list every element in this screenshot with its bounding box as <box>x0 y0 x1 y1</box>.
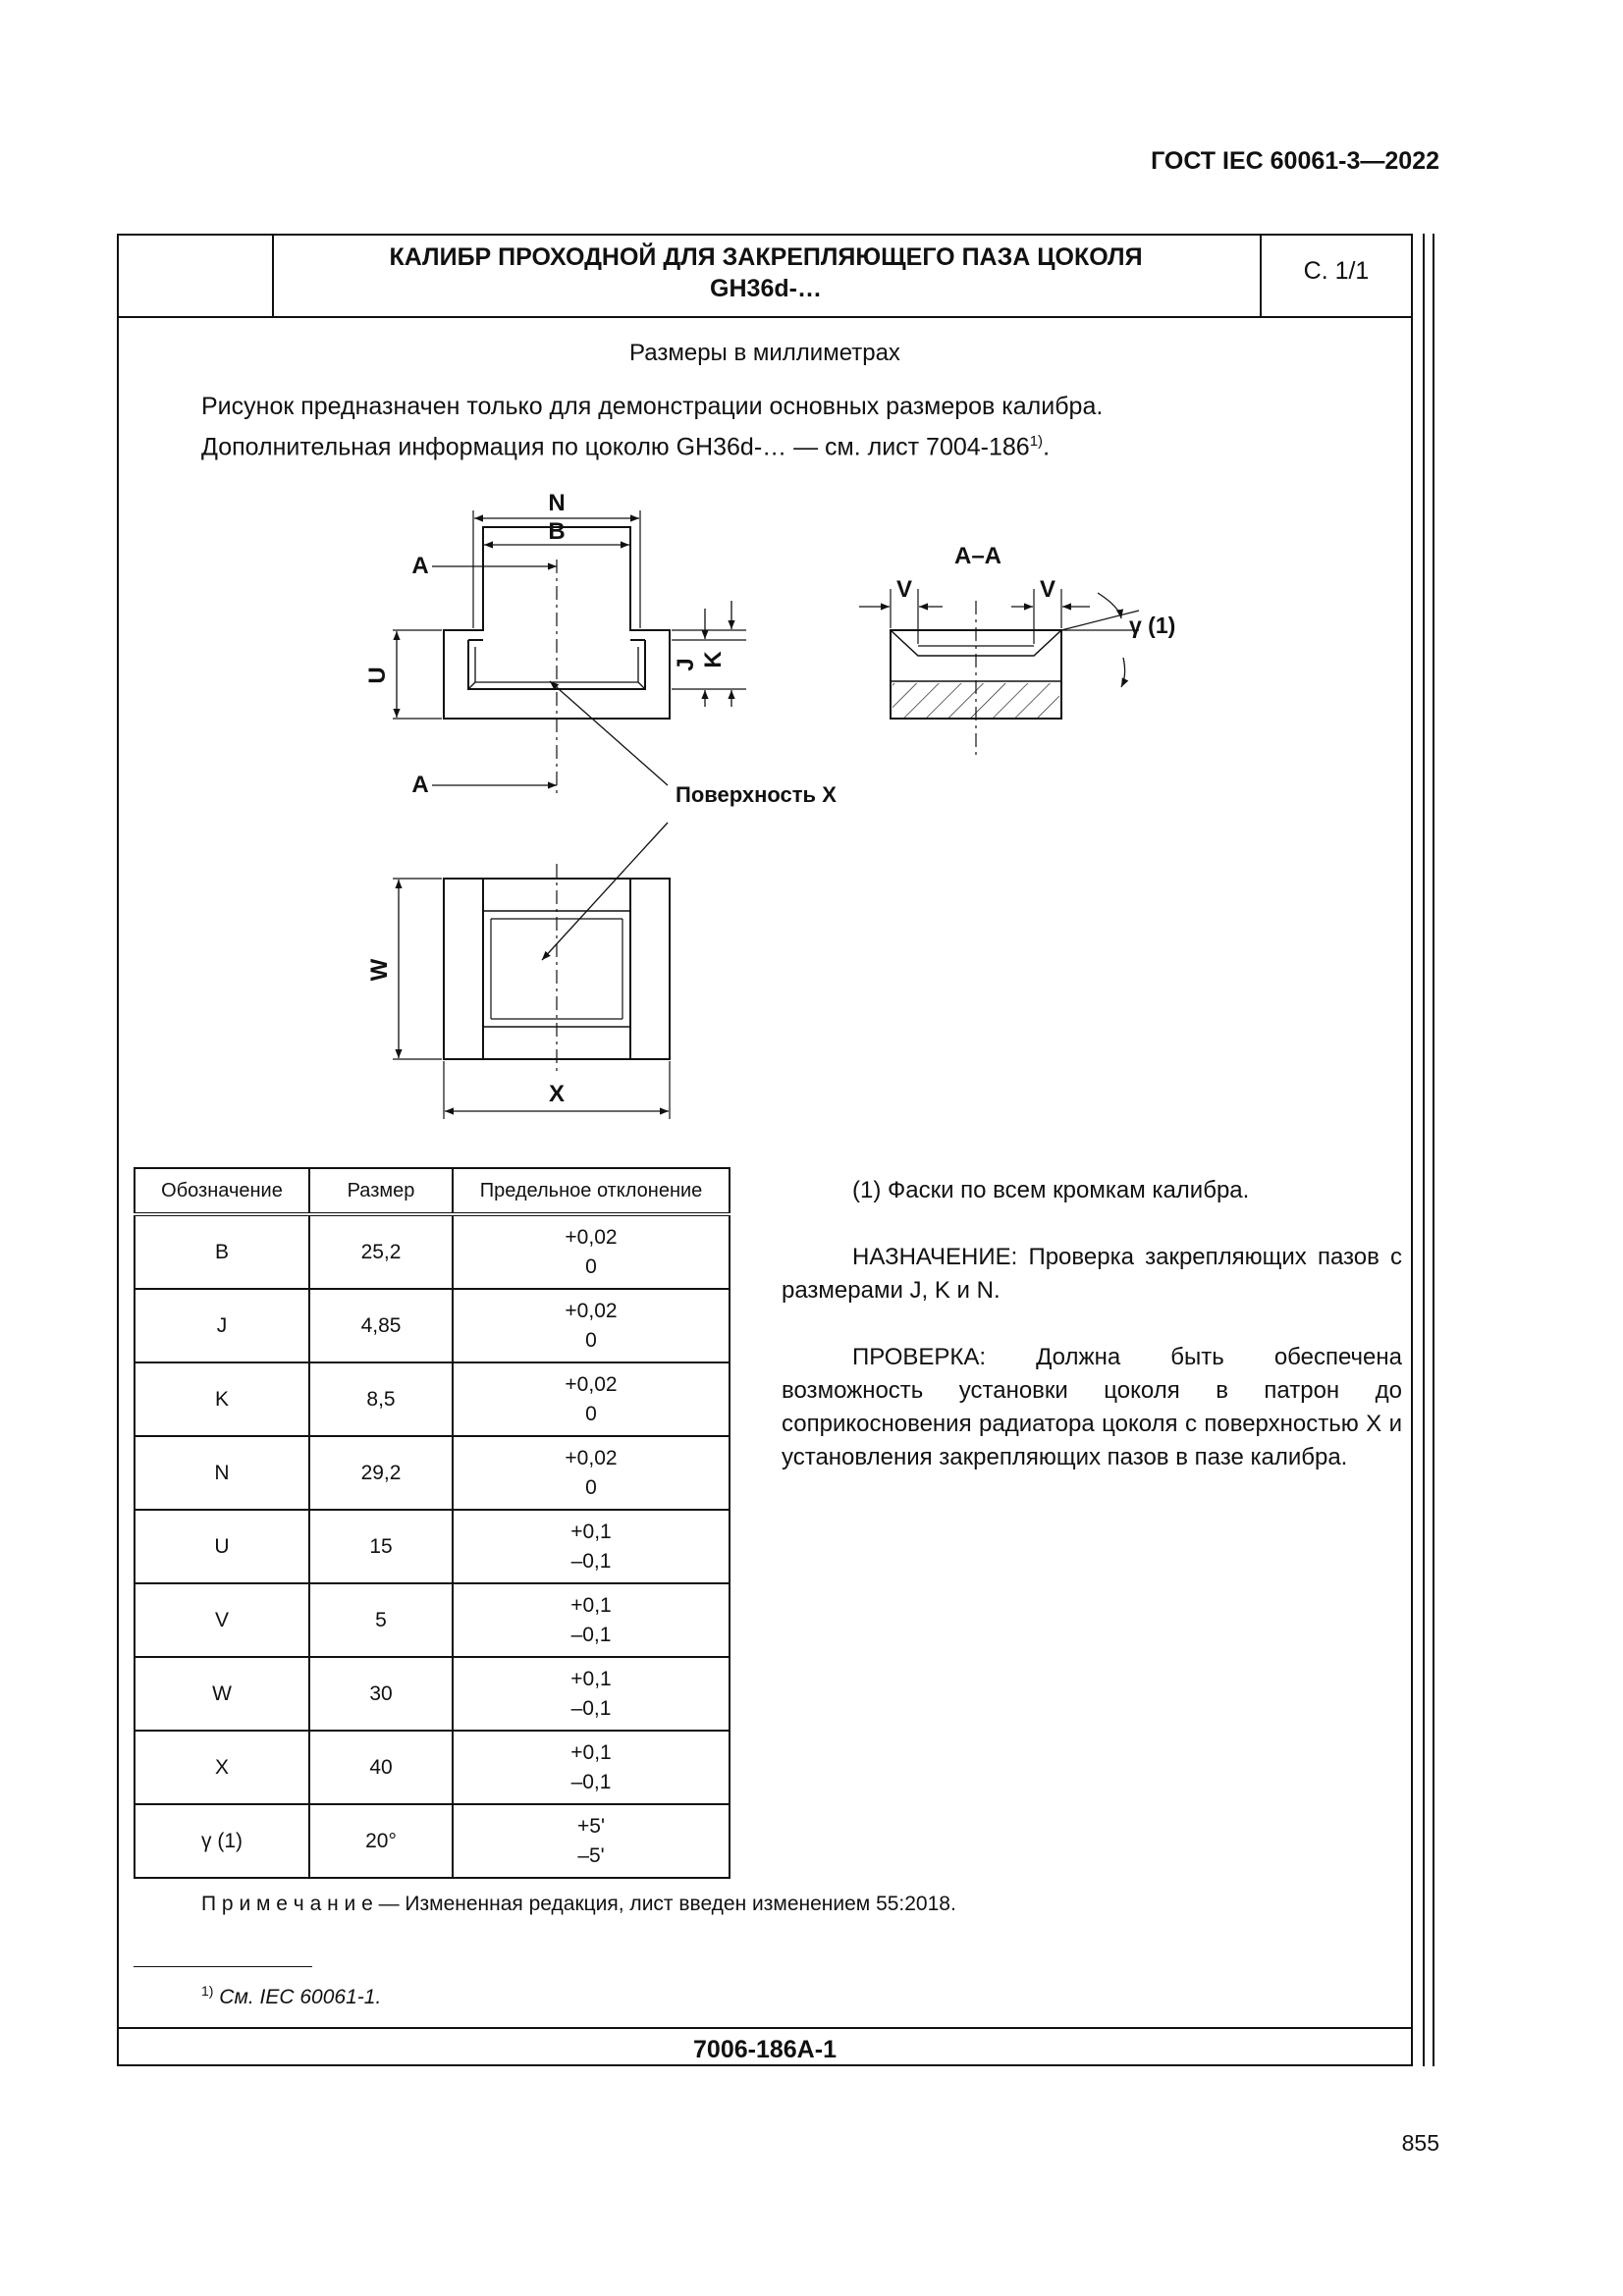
note-chamfer: (1) Фаски по всем кромкам калибра. <box>852 1177 1250 1203</box>
dim-label-K: K <box>700 651 727 668</box>
col-header-tolerance: Предельное отклонение <box>453 1168 730 1214</box>
table-row <box>135 1289 730 1362</box>
footnote-ref: 1) <box>1029 433 1044 450</box>
col-header-size: Размер <box>309 1168 453 1214</box>
table-row <box>135 1214 730 1289</box>
table-row <box>135 1657 730 1731</box>
cell-size: 20° <box>309 1804 453 1878</box>
cell-tolerance <box>453 1510 730 1583</box>
tolerance-lower: 0 <box>585 1475 597 1499</box>
table-row <box>135 1804 730 1878</box>
table-row <box>135 1362 730 1436</box>
cell-symbol: W <box>135 1657 309 1731</box>
cell-symbol: V <box>135 1583 309 1657</box>
cell-tolerance <box>453 1436 730 1510</box>
tolerance-upper: +0,02 <box>565 1372 618 1396</box>
cell-symbol: B <box>135 1214 309 1289</box>
sheet-number: С. 1/1 <box>1303 257 1370 285</box>
dim-label-V-left: V <box>895 576 913 603</box>
dim-label-V-right: V <box>1039 576 1056 603</box>
cell-tolerance <box>453 1289 730 1362</box>
sheet-title-line2: GH36d-… <box>710 275 822 302</box>
cell-size: 5 <box>309 1583 453 1657</box>
cell-tolerance <box>453 1804 730 1878</box>
cell-tolerance <box>453 1362 730 1436</box>
cell-symbol: N <box>135 1436 309 1510</box>
footnote-separator <box>134 1966 312 1967</box>
section-title: A–A <box>953 543 1002 569</box>
tolerance-lower: –0,1 <box>570 1623 612 1646</box>
table-header-row <box>135 1168 730 1214</box>
cell-size: 40 <box>309 1731 453 1804</box>
intro-line2-text: Дополнительная информация по цоколю GH36d-… — см. лист 7004-186 <box>201 433 1030 461</box>
page-number: 855 <box>1401 2130 1439 2156</box>
cell-symbol: J <box>135 1289 309 1362</box>
table-row <box>135 1731 730 1804</box>
tolerance-lower: –0,1 <box>570 1549 612 1573</box>
tolerance-lower: –0,1 <box>570 1770 612 1793</box>
note-check: ПРОВЕРКА: Должна быть обеспечена возможность установки цоколя в патрон до соприкосновения радиатора цоколя с поверхностью X и установления закрепляющих пазов в пазе калибра. <box>782 1344 1402 1470</box>
tolerance-upper: +0,1 <box>570 1740 612 1764</box>
tolerance-upper: +0,02 <box>565 1446 618 1469</box>
cell-symbol: γ (1) <box>135 1804 309 1878</box>
remark: П р и м е ч а н и е — Измененная редакция, лист введен изменением 55:2018. <box>201 1893 956 1915</box>
tolerance-lower: 0 <box>585 1255 597 1278</box>
footer-separator <box>117 2027 1413 2029</box>
cell-size: 8,5 <box>309 1362 453 1436</box>
intro-line2-end: . <box>1043 433 1051 461</box>
cell-size: 29,2 <box>309 1436 453 1510</box>
cell-size: 4,85 <box>309 1289 453 1362</box>
sheet-title-line1: КАЛИБР ПРОХОДНОЙ ДЛЯ ЗАКРЕПЛЯЮЩЕГО ПАЗА ЦОКОЛЯ <box>389 243 1143 271</box>
tolerance-lower: –5' <box>577 1843 605 1867</box>
cell-size: 30 <box>309 1657 453 1731</box>
footnote-text: См. IEC 60061-1. <box>219 1986 382 2008</box>
footnote-mark: 1) <box>201 1983 214 1999</box>
note-purpose: НАЗНАЧЕНИЕ: Проверка закрепляющих пазов с размерами J, K и N. <box>782 1244 1402 1304</box>
table-row <box>135 1510 730 1583</box>
tolerance-upper: +0,02 <box>565 1299 618 1322</box>
intro-line1: Рисунок предназначен только для демонстрации основных размеров калибра. <box>201 393 1104 420</box>
notes-block <box>782 1174 1402 1508</box>
cell-tolerance <box>453 1731 730 1804</box>
dim-label-N: N <box>548 490 566 516</box>
tolerance-upper: +0,1 <box>570 1667 612 1690</box>
standard-number: ГОСТ IEC 60061-3—2022 <box>1151 147 1439 175</box>
cell-tolerance <box>453 1214 730 1289</box>
tolerance-upper: +0,1 <box>570 1520 612 1543</box>
col-header-symbol: Обозначение <box>135 1168 309 1214</box>
units-caption: Размеры в миллиметрах <box>629 340 900 366</box>
cell-tolerance <box>453 1657 730 1731</box>
tolerance-upper: +5' <box>577 1814 605 1838</box>
dim-label-B: B <box>548 518 566 545</box>
tolerance-lower: –0,1 <box>570 1696 612 1720</box>
cell-size: 15 <box>309 1510 453 1583</box>
section-label-A-top: A <box>411 553 429 579</box>
dimensions-table <box>134 1167 730 1879</box>
cell-symbol: K <box>135 1362 309 1436</box>
tolerance-lower: 0 <box>585 1328 597 1352</box>
tolerance-lower: 0 <box>585 1402 597 1425</box>
table-row <box>135 1436 730 1510</box>
footnote <box>201 1983 381 2009</box>
cell-size: 25,2 <box>309 1214 453 1289</box>
dim-label-U: U <box>364 667 391 684</box>
sheet-code: 7006-186A-1 <box>693 2036 837 2063</box>
cell-symbol: U <box>135 1510 309 1583</box>
cell-symbol: X <box>135 1731 309 1804</box>
table-row <box>135 1583 730 1657</box>
gamma-label: γ (1) <box>1129 613 1176 638</box>
tolerance-upper: +0,02 <box>565 1225 618 1249</box>
cell-tolerance <box>453 1583 730 1657</box>
dim-label-X: X <box>548 1081 566 1107</box>
surface-x-label: Поверхность X <box>676 782 837 807</box>
dim-label-W: W <box>366 958 393 982</box>
tolerance-upper: +0,1 <box>570 1593 612 1617</box>
dim-label-J: J <box>673 658 699 671</box>
section-label-A-bottom: A <box>411 772 429 798</box>
